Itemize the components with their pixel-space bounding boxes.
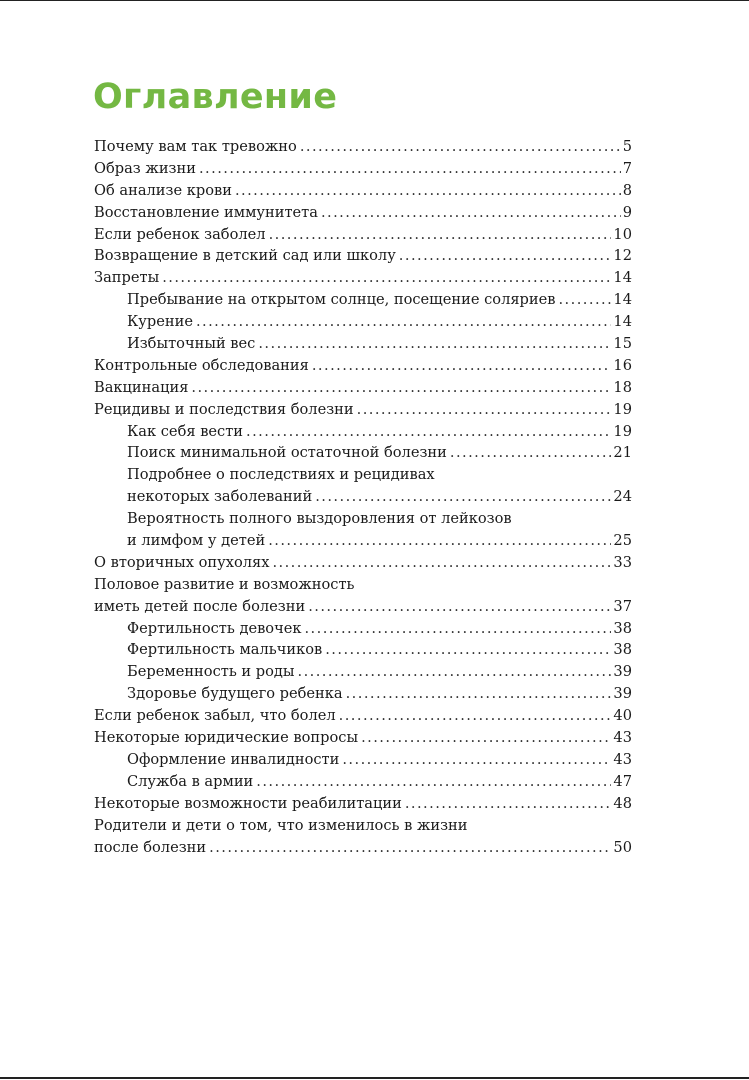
dot-leader [300, 136, 621, 158]
toc-page-number: 8 [622, 181, 632, 199]
toc-entry-title: Фертильность девочек [127, 619, 302, 637]
dot-leader [298, 661, 612, 683]
toc-subentry [94, 618, 632, 640]
dot-leader [191, 377, 611, 399]
toc-page-number: 47 [613, 772, 632, 790]
toc-page-number: 37 [613, 597, 632, 615]
toc-entry-title: Почему вам так тревожно [94, 138, 297, 155]
toc-entry [94, 377, 632, 399]
toc-page-number: 21 [613, 444, 632, 462]
toc-entry [94, 267, 632, 289]
toc-page-number: 18 [613, 378, 632, 396]
toc-entry-title: Избыточный вес [127, 335, 256, 353]
toc-entry-title: Фертильность мальчиков [127, 641, 323, 659]
toc-subentry [94, 464, 632, 486]
top-border-line [0, 0, 749, 1]
toc-entry-title: Вакцинация [94, 378, 189, 396]
toc-entry-title: О вторичных опухолях [94, 553, 270, 571]
toc-entry-title: после болезни [94, 838, 207, 856]
toc-entry [94, 727, 632, 749]
toc-entry [94, 136, 632, 158]
toc-page-number: 43 [613, 729, 632, 747]
toc-subentry [94, 639, 632, 661]
toc-page-number: 39 [613, 685, 632, 703]
toc-subentry [94, 421, 632, 443]
toc-subentry [94, 333, 632, 355]
toc-entry [94, 355, 632, 377]
toc-page-number: 39 [613, 663, 632, 681]
toc-entry [94, 705, 632, 727]
toc-entry-title: Служба в армии [127, 772, 254, 790]
toc-page-number: 40 [613, 707, 632, 725]
page-title: Оглавление [93, 77, 338, 117]
toc-entry [94, 399, 632, 421]
dot-leader [269, 224, 612, 246]
toc-entry [94, 815, 632, 837]
toc-page-number: 19 [613, 422, 632, 440]
toc-entry-title: Рецидивы и последствия болезни [94, 400, 354, 418]
toc-entry [94, 837, 632, 859]
toc-page-number: 33 [613, 553, 632, 571]
toc-entry [94, 574, 632, 596]
toc-entry [94, 245, 632, 267]
toc-page-number: 12 [613, 247, 632, 265]
toc-entry [94, 552, 632, 574]
dot-leader [272, 552, 611, 574]
toc-page-number: 38 [613, 619, 632, 637]
toc-page-number: 19 [613, 400, 632, 418]
toc-entry-title: Родители и дети о том, что изменилось в жизни [94, 816, 468, 834]
toc-subentry [94, 530, 632, 552]
toc-page-number: 9 [622, 203, 632, 221]
table-of-contents [94, 136, 632, 858]
toc-entry-title: Как себя вести [127, 422, 244, 440]
toc-entry [94, 224, 632, 246]
dot-leader [405, 793, 612, 815]
toc-entry-title: Если ребенок забыл, что болел [94, 707, 336, 725]
toc-subentry [94, 771, 632, 793]
toc-subentry [94, 508, 632, 530]
dot-leader [268, 530, 611, 552]
toc-entry-title: Здоровье будущего ребенка [127, 685, 343, 703]
toc-page-number: 43 [613, 750, 632, 768]
toc-subentry [94, 311, 632, 333]
dot-leader [558, 289, 611, 311]
dot-leader [321, 202, 621, 224]
toc-entry [94, 158, 632, 180]
toc-subentry [94, 661, 632, 683]
toc-page-number: 7 [622, 159, 632, 177]
toc-page-number: 25 [613, 532, 632, 550]
toc-page-number: 16 [613, 356, 632, 374]
dot-leader [312, 355, 612, 377]
toc-entry-title: Восстановление иммунитета [94, 203, 318, 221]
toc-entry-title: и лимфом у детей [127, 532, 266, 550]
toc-page-number: 14 [613, 291, 632, 309]
toc-page-number: 10 [613, 225, 632, 243]
dot-leader [304, 618, 611, 640]
toc-entry-title: Возвращение в детский сад или школу [94, 247, 396, 265]
toc-entry-title: Некоторые юридические вопросы [94, 729, 359, 747]
dot-leader [357, 399, 612, 421]
toc-entry [94, 596, 632, 618]
toc-entry-title: Курение [127, 313, 193, 331]
toc-entry-title: Подробнее о последствиях и рецидивах [127, 466, 435, 484]
toc-page-number: 14 [613, 269, 632, 287]
toc-page-number: 15 [613, 335, 632, 353]
toc-entry-title: Об анализе крови [94, 181, 232, 199]
dot-leader [339, 705, 612, 727]
dot-leader [235, 180, 621, 202]
dot-leader [199, 158, 621, 180]
dot-leader [346, 683, 612, 705]
dot-leader [315, 486, 611, 508]
toc-entry [94, 202, 632, 224]
toc-page-number: 48 [613, 794, 632, 812]
toc-page-number: 24 [613, 488, 632, 506]
toc-subentry [94, 749, 632, 771]
toc-entry-title: Половое развитие и возможность [94, 575, 355, 593]
dot-leader [450, 442, 612, 464]
toc-entry-title: Если ребенок заболел [94, 225, 266, 243]
dot-leader [342, 749, 611, 771]
toc-subentry [94, 683, 632, 705]
toc-subentry [94, 289, 632, 311]
bottom-border-line [0, 1077, 749, 1079]
toc-entry-title: Запреты [94, 269, 160, 287]
dot-leader [209, 837, 611, 859]
toc-entry-title: некоторых заболеваний [127, 488, 313, 506]
toc-entry-title: Беременность и роды [127, 663, 295, 681]
dot-leader [308, 596, 611, 618]
dot-leader [246, 421, 611, 443]
dot-leader [258, 333, 611, 355]
toc-entry [94, 793, 632, 815]
dot-leader [196, 311, 611, 333]
toc-page-number: 14 [613, 313, 632, 331]
toc-entry-title: Вероятность полного выздоровления от лейкозов [127, 510, 512, 528]
dot-leader [361, 727, 611, 749]
dot-leader [325, 639, 611, 661]
dot-leader [399, 245, 612, 267]
toc-page-number: 50 [613, 838, 632, 856]
toc-entry-title: Поиск минимальной остаточной болезни [127, 444, 447, 462]
toc-subentry [94, 442, 632, 464]
toc-page-number: 5 [622, 138, 632, 155]
toc-entry-title: Оформление инвалидности [127, 750, 340, 768]
toc-entry-title: иметь детей после болезни [94, 597, 306, 615]
toc-subentry [94, 486, 632, 508]
toc-entry-title: Образ жизни [94, 159, 196, 177]
toc-entry-title: Некоторые возможности реабилитации [94, 794, 402, 812]
toc-entry [94, 180, 632, 202]
dot-leader [256, 771, 611, 793]
dot-leader [162, 267, 611, 289]
toc-page-number: 38 [613, 641, 632, 659]
toc-entry-title: Контрольные обследования [94, 356, 309, 374]
toc-entry-title: Пребывание на открытом солнце, посещение соляриев [127, 291, 556, 309]
